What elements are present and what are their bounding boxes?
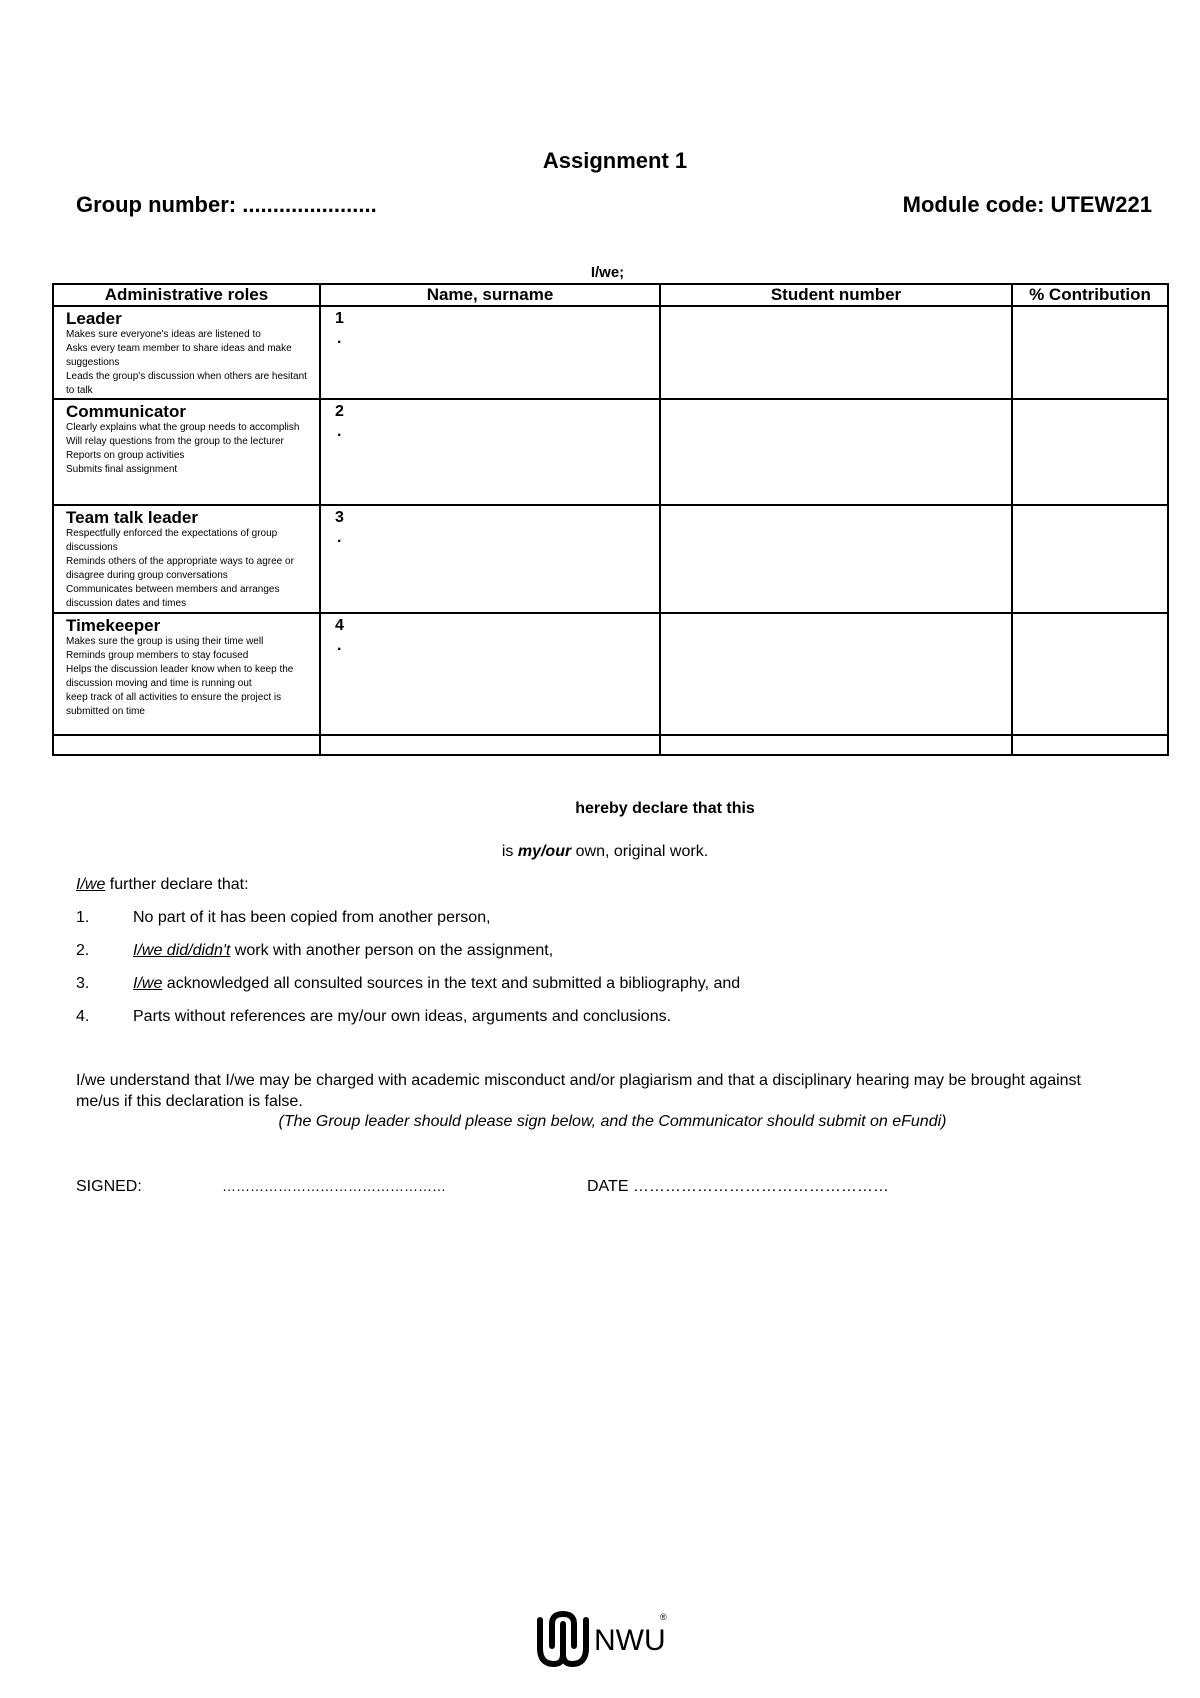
table-row-empty <box>53 735 1168 755</box>
declaration-item <box>76 975 740 993</box>
name-cell[interactable] <box>320 399 660 505</box>
column-header: Student number <box>660 284 1012 306</box>
table-row <box>53 306 1168 399</box>
misconduct-statement: I/we understand that I/we may be charged with academic misconduct and/or plagiarism and that a disciplinary hearing may be brought against me/us if this declaration is false. <box>76 1072 1081 1110</box>
date-line[interactable]: DATE ………………………………………… <box>587 1178 889 1195</box>
role-cell <box>53 399 320 505</box>
nwu-emblem-icon <box>534 1610 592 1668</box>
nwu-logo <box>534 1610 684 1672</box>
name-cell[interactable] <box>320 505 660 613</box>
role-desc: Will relay questions from the group to the lecturer <box>66 436 284 447</box>
role-desc: Helps the discussion leader know when to keep the discussion moving and time is running out <box>66 664 294 689</box>
name-cell[interactable] <box>320 613 660 735</box>
name-cell[interactable] <box>320 306 660 399</box>
declaration-heading: hereby declare that this <box>575 800 755 817</box>
row-number: 4 <box>335 617 344 634</box>
signature-line[interactable]: ………………………………………… <box>222 1178 446 1194</box>
student-number-cell[interactable] <box>660 613 1012 735</box>
role-desc: Respectfully enforced the expectations of group discussions <box>66 528 278 553</box>
item-emphasis: I/we <box>133 975 163 992</box>
contribution-cell[interactable] <box>1012 613 1168 735</box>
contribution-cell[interactable] <box>1012 505 1168 613</box>
role-desc: Reminds group members to stay focused <box>66 650 249 661</box>
row-number: 2 <box>335 403 344 420</box>
role-desc: Makes sure everyone's ideas are listened to <box>66 329 261 340</box>
role-cell <box>53 505 320 613</box>
role-name: Timekeeper <box>66 616 161 635</box>
student-number-cell[interactable] <box>660 399 1012 505</box>
student-number-cell[interactable] <box>660 306 1012 399</box>
table-row <box>53 505 1168 613</box>
table-caption: I/we; <box>590 264 625 281</box>
item-text: Parts without references are my/our own ideas, arguments and conclusions. <box>133 1008 672 1025</box>
item-text: No part of it has been copied from another person, <box>133 909 491 926</box>
student-number-cell[interactable] <box>660 505 1012 613</box>
item-text: acknowledged all consulted sources in the text and submitted a bibliography, and <box>162 975 741 992</box>
declaration-item <box>76 942 553 960</box>
declaration-own-work <box>0 843 1200 861</box>
role-desc: Reminds others of the appropriate ways to agree or disagree during group conversations <box>66 556 294 581</box>
role-desc: Asks every team member to share ideas and make suggestions <box>66 343 292 368</box>
row-number-dot: . <box>337 330 342 347</box>
role-name: Leader <box>66 309 122 328</box>
empty-cell[interactable] <box>1012 735 1168 755</box>
row-number-dot: . <box>337 637 342 654</box>
table-row <box>53 399 1168 505</box>
role-cell <box>53 613 320 735</box>
logo-text: NWU <box>594 1624 666 1657</box>
table-row <box>53 613 1168 735</box>
item-text: work with another person on the assignment, <box>230 942 554 959</box>
role-desc: Clearly explains what the group needs to accomplish <box>66 422 300 433</box>
roles-table <box>52 283 1169 756</box>
role-desc: Leads the group's discussion when others are hesitant to talk <box>66 371 307 396</box>
row-number: 1 <box>335 310 344 327</box>
own-pre: is <box>501 843 518 860</box>
role-desc: keep track of all activities to ensure the project is submitted on time <box>66 692 282 717</box>
page-title: Assignment 1 <box>542 148 688 173</box>
group-number: Group number: ...................... <box>76 192 377 217</box>
item-number: 1. <box>76 909 90 926</box>
item-number: 3. <box>76 975 90 992</box>
item-number: 4. <box>76 1008 90 1025</box>
role-desc: Communicates between members and arranges discussion dates and times <box>66 584 280 609</box>
role-cell <box>53 306 320 399</box>
role-desc: Makes sure the group is using their time well <box>66 636 264 647</box>
role-desc: Reports on group activities <box>66 450 185 461</box>
empty-cell[interactable] <box>320 735 660 755</box>
role-desc: Submits final assignment <box>66 464 178 475</box>
item-emphasis: I/we did/didn't <box>133 942 231 959</box>
further-emphasis: I/we <box>76 876 106 893</box>
empty-cell <box>53 735 320 755</box>
logo-registered: ® <box>660 1612 667 1622</box>
role-name: Team talk leader <box>66 508 198 527</box>
column-header: Name, surname <box>320 284 660 306</box>
empty-cell[interactable] <box>660 735 1012 755</box>
own-emphasis: my/our <box>517 843 572 860</box>
row-number: 3 <box>335 509 344 526</box>
declaration-item <box>76 1008 671 1026</box>
column-header: % Contribution <box>1012 284 1168 306</box>
column-header: Administrative roles <box>53 284 320 306</box>
module-code: Module code: UTEW221 <box>902 192 1152 217</box>
declaration-item <box>76 909 491 927</box>
further-declare <box>76 876 249 894</box>
row-number-dot: . <box>337 423 342 440</box>
signed-label: SIGNED: <box>76 1178 142 1195</box>
contribution-cell[interactable] <box>1012 399 1168 505</box>
table-header-row <box>53 284 1168 306</box>
own-post: own, original work. <box>571 843 709 860</box>
row-number-dot: . <box>337 529 342 546</box>
role-name: Communicator <box>66 402 186 421</box>
submission-note: (The Group leader should please sign below, and the Communicator should submit on eFundi) <box>278 1113 947 1130</box>
item-number: 2. <box>76 942 90 959</box>
further-text: further declare that: <box>105 876 249 893</box>
contribution-cell[interactable] <box>1012 306 1168 399</box>
